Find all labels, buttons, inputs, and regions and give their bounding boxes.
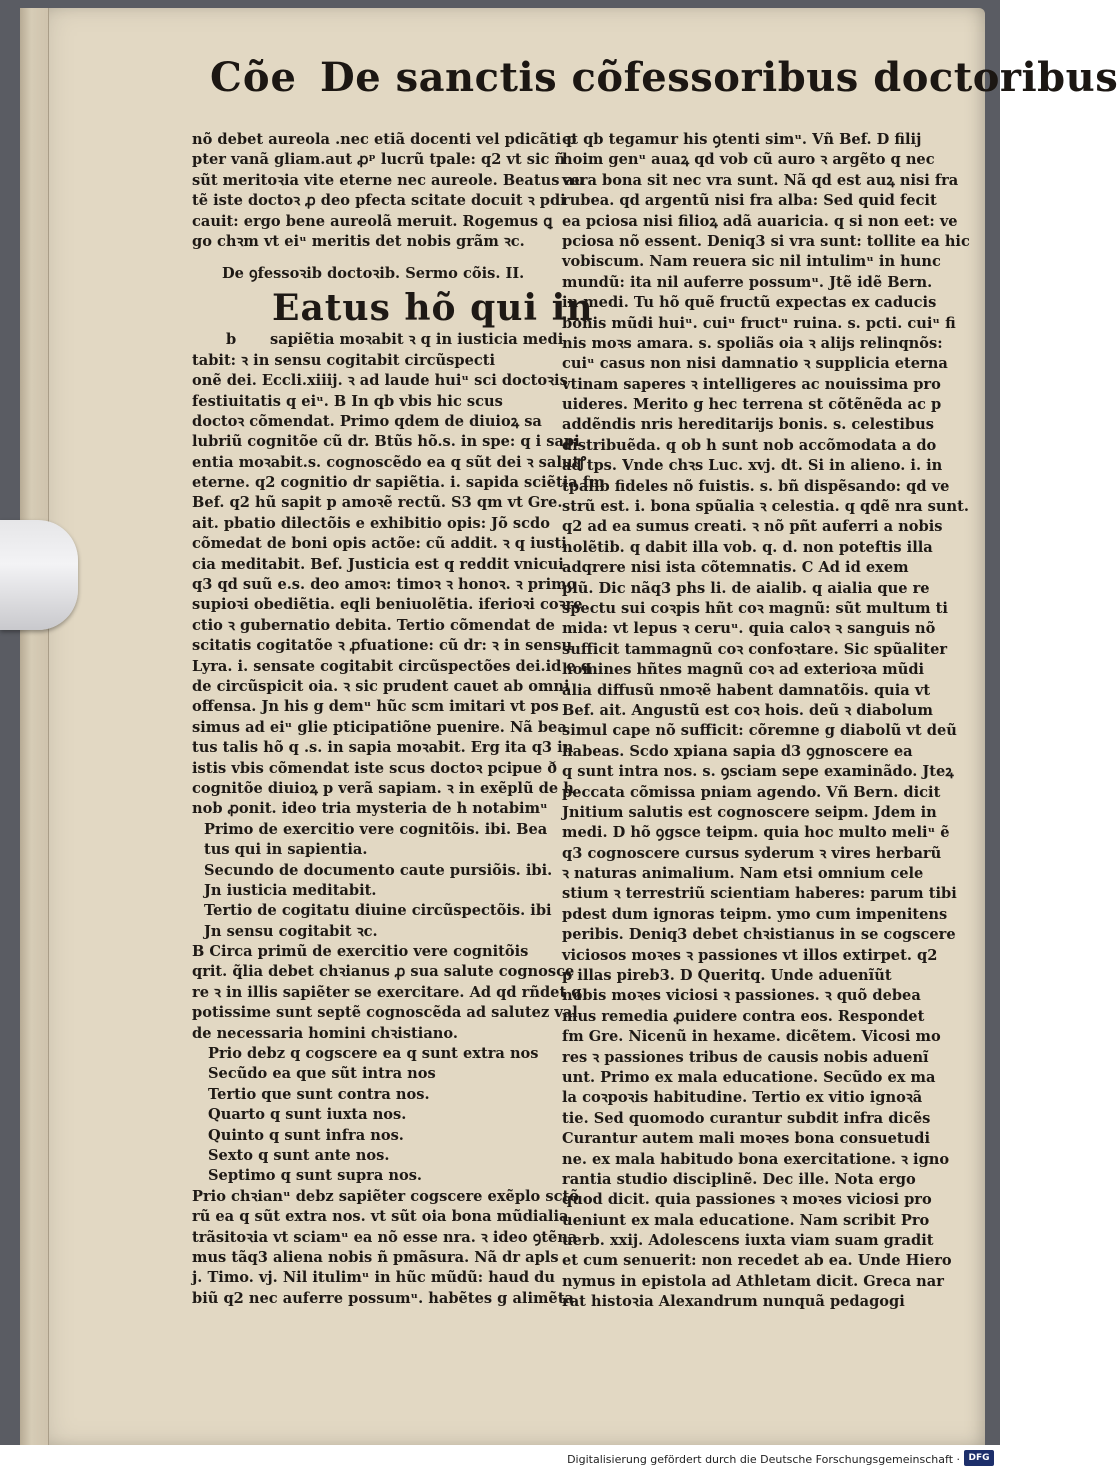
text-line: cauit: ergo bene aureolã meruit. Rogemus ꝗ [192,212,553,230]
text-line: Tertio que sunt contra nos. [208,1085,430,1103]
sermon-heading: De ꝯfessoꝛib doctoꝛib. Sermo cõis. II. [222,265,525,283]
text-line: pdest dum ignoras teipm. ymo cum impenitens [562,905,948,923]
text-line: Lyra. i. sensate cogitabit circũspectões dei.id e q [192,657,592,675]
text-line: biũ q2 nec auferre possumᵘ. habẽtes g alimẽta [192,1289,574,1307]
text-line: pciosa nõ essent. Deniq3 si vra sunt: tollite ea hic [562,232,970,250]
text-line: plũ. Dic nãq3 phs li. de aialib. q aialia que re [562,579,930,597]
text-line: supioꝛi obediẽtia. eqli beniuolẽtia. iferioꝛi coꝛre [192,596,583,614]
text-line: q3 cognoscere cursus syderum ꝛ vires herbarũ [562,844,942,862]
text-line: rubea. qd argentũ nisi fra alba: Sed quid fecit [562,192,937,210]
text-line: qrit. q̃lia debet chꝛianus ꝓ sua salute cognosce [192,963,575,981]
footer-bar [0,1445,1000,1473]
funding-credit: Digitalisierung gefördert durch die Deutsche Forschungsgemeinschaft · [567,1453,960,1466]
text-line: trãsitoꝛia vt sciamᵘ ea nõ esse nra. ꝛ ideo ꝯtẽna [192,1228,578,1246]
text-line: tie. Sed quomodo curantur subdit infra dicẽs [562,1109,931,1127]
text-line: Septimo q sunt supra nos. [208,1167,423,1185]
text-line: q2 ad ea sumus creati. ꝛ nõ pñt auferri a nobis [562,518,943,536]
text-line: fm Gre. Nicenũ in hexame. dicẽtem. Vicosi mo [562,1028,941,1046]
header-title: De sanctis cõfessoribus doctoribus [320,54,1118,101]
running-header [200,50,1118,108]
text-line: Jnitium salutis est cognoscere seipm. Jdem in [562,803,937,821]
text-line: rũ ea q sũt extra nos. vt sũt oia bona mũdialia [192,1208,569,1226]
text-line: istis vbis cõmendat iste scus doctoꝛ pcipue ð [192,759,558,777]
text-line: uideres. Merito g hec terrena st cõtẽnẽda ac p [562,396,942,414]
text-line: unt. Primo ex mala educatione. Secũdo ex ma [562,1068,936,1086]
text-line: mus tãq3 aliena nobis ñ pmãsura. Nã dr apls [192,1248,559,1266]
text-line: sũt meritoꝛia vite eterne nec aureole. Beatus au [192,171,585,189]
dfg-logo: DFG [964,1450,994,1466]
left-opening-block [192,130,585,252]
left-body-block [192,351,605,820]
page-stack-edge [20,8,49,1445]
text-line: vtinam saperes ꝛ intelligeres ac nouissima pro [562,375,941,393]
text-line: habeas. Scdo xpiana sapia d3 ꝯgnoscere ea [562,742,913,760]
text-line: hoim genᵘ auaꝝ qd vob cũ auro ꝛ argẽto q nec [562,151,935,169]
text-line: medi. D hõ ꝯgsce teipm. quia hoc multo meliᵘ ẽ [562,824,950,842]
text-line: Quarto q sunt iuxta nos. [208,1106,407,1124]
text-line: Prio debz q cogscere ea q sunt extra nos [208,1045,539,1063]
text-line: cõmedat de boni opis actõe: cũ addit. ꝛ q iusti [192,535,567,553]
text-line: tus qui in sapientia. [204,841,368,859]
text-line: rat histoꝛia Alexandrum nunquã pedagogi [562,1293,905,1311]
text-line: scitatis cogitatõe ꝛ ꝓfuatione: cũ dr: ꝛ in sensu [192,637,573,655]
text-line: q sunt intra nos. s. ꝯsciam sepe examinãdo. Jteꝝ [562,763,954,781]
text-line: in medi. Tu hõ quẽ fructũ expectas ex caducis [562,294,937,312]
drop-initial-row [192,286,594,330]
right-text-column [562,130,970,1313]
outline-block [192,820,553,942]
text-line: la coꝛpoꝛis habitudine. Tertio ex vitio ignoꝛã [562,1089,923,1107]
text-line: bonis mũdi huiᵘ. cuiᵘ fructᵘ ruina. s. pcti. cuiᵘ fi [562,314,956,332]
text-line: Secundo de documento caute pursiõis. ibi. [204,861,553,879]
text-line: ad tps. Vnde chꝛs Luc. xvj. dt. Si in alieno. i. in [562,457,943,475]
text-line: ctio ꝛ gubernatio debita. Tertio cõmendat de [192,616,555,634]
text-line: go chꝛm vt eiᵘ meritis det nobis grãm ꝛc. [192,232,525,250]
text-line: cognitõe diuioꝝ p verã sapiam. ꝛ in exẽplũ de h [192,779,574,797]
text-line: Tertio de cogitatu diuine circũspectõis. ibi [204,902,552,920]
text-line: distribuẽda. q ob h sunt nob accõmodata a do [562,436,937,454]
left-after-block [192,942,582,1044]
text-line: et cum senuerit: non recedet ab ea. Unde Hiero [562,1252,952,1270]
text-line: Jn sensu cogitabit ꝛc. [204,922,378,940]
text-line: ea pciosa nisi filioꝝ adã auaricia. q si non eet: ve [562,212,958,230]
text-line: eterne. q2 cognitio dr sapiẽtia. i. sapida sciẽtia fm [192,474,605,492]
drop-initial: Eatus hõ qui in [272,287,594,330]
text-line: nob ꝓonit. ideo tria mysteria de h notabimᵘ [192,800,548,818]
text-line: potissime sunt septẽ cognoscẽda ad salutez val [192,1004,578,1022]
text-line: spectu sui coꝛpis hñt coꝛ magnũ: sũt multum ti [562,599,948,617]
text-line: lubriũ cognitõe cũ dr. Btũs hõ.s. in spe: q i sapi [192,433,580,451]
text-line: rantia studio disciplinẽ. Dec ille. Nota ergo [562,1170,916,1188]
page-clip [0,520,78,630]
text-line: strũ est. i. bona spũalia ꝛ celestia. q qdẽ nra sunt. [562,498,969,516]
text-line: peccata cõmissa pniam agendo. Vñ Bern. dicit [562,783,941,801]
text-line: sapiẽtia moꝛabit ꝛ q in iusticia medi [270,331,564,349]
text-line: ait. pbatio dilectõis e exhibitio opis: Jõ scdo [192,514,550,532]
text-line: ꝛ naturas animalium. Nam etsi omnium cele [562,865,924,883]
text-line: vobiscum. Nam reuera sic nil intulimᵘ in hunc [562,253,941,271]
text-line: mundũ: ita nil auferre possumᵘ. Jtẽ idẽ Bern. [562,273,933,291]
text-line: Primo de exercitio vere cognitõis. ibi. Bea [204,820,548,838]
text-line: vera bona sit nec vra sunt. Nã qd est auꝝ nisi fra [562,171,959,189]
text-line: Curantur autem mali moꝛes bona consuetudi [562,1130,930,1148]
text-line: cuiᵘ casus non nisi damnatio ꝛ supplicia eterna [562,355,948,373]
text-line: Bef. ait. Angustũ est coꝛ hois. deũ ꝛ diabolum [562,701,933,719]
text-line: Quinto q sunt infra nos. [208,1126,404,1144]
text-line: alia diffusũ nmoꝛẽ habent damnatõis. quia vt [562,681,931,699]
text-line: addẽndis nris hereditarijs bonis. s. celestibus [562,416,934,434]
text-line: re ꝛ in illis sapiẽter se exercitare. Ad qd rñdet q [192,983,582,1001]
left-end-block [192,1187,579,1309]
left-text-column [192,130,605,1309]
text-line: p illas pireb3. D Queritq. Unde aduenĩũt [562,967,892,985]
text-line: nõ debet aureola .nec etiã docenti vel pdicãti p [192,131,577,148]
text-line: tpalib fideles nõ fuistis. s. bñ dispẽsando: qd ve [562,477,950,495]
text-line: q3 qd suũ e.s. deo amoꝛ: timoꝛ ꝛ honoꝛ. ꝛ primo [192,576,577,594]
text-line: viciosos moꝛes ꝛ passiones vt illos extirpet. q2 [562,946,938,964]
text-line: cia meditabit. Bef. Justicia est q reddit vnicui [192,555,564,573]
text-line: tus talis hõ q .s. in sapia moꝛabit. Erg ita q3 in [192,739,574,757]
text-line: peribis. Deniq3 debet chꝛistianus in se cogscere [562,926,956,944]
text-line: offensa. Jn his g demᵘ hũc scm imitari vt pos [192,698,559,716]
text-line: nis moꝛs amara. s. spoliãs oia ꝛ alijs relinqnõs: [562,334,943,352]
text-line: de circũspicit oia. ꝛ sic prudent cauet ab omni [192,677,570,695]
text-line: Sexto q sunt ante nos. [208,1146,390,1164]
text-line: sufficit tammagnũ coꝛ confoꝛtare. Sic spũaliter [562,640,948,658]
seven-list [192,1044,546,1187]
text-line: B Circa primũ de exercitio vere cognitõis [192,943,529,961]
text-line: res ꝛ passiones tribus de causis nobis aduenĩ [562,1048,929,1066]
text-line: festiuitatis q eiᵘ. B In qb vbis hic scus [192,392,503,410]
text-line: nolẽtib. q dabit illa vob. q. d. non poteftis illa [562,538,933,556]
text-line: simul cape nõ sufficit: cõremne g diabolũ vt deũ [562,722,957,740]
text-line: Jn iusticia meditabit. [204,881,377,899]
text-line: tẽ iste doctoꝛ ꝓ deo pfecta scitate docuit ꝛ pdi [192,192,566,210]
text-line: Bef. q2 hũ sapit p amoꝛẽ rectũ. S3 qm vt Gre. [192,494,563,512]
header-left-word: Cõe [210,54,297,101]
text-line: Prio chꝛianᵘ debz sapiẽter cogscere exẽplo sctõ [192,1187,579,1205]
text-line: simus ad eiᵘ glie pticipatiõne puenire. Nã bea [192,718,567,736]
text-line: adqrere nisi ista cõtemnatis. C Ad id exem [562,559,909,577]
text-line: quod dicit. quia passiones ꝛ moꝛes viciosi pro [562,1191,932,1209]
text-line: ueniunt ex mala educatione. Nam scribit Pro [562,1211,930,1229]
text-line: tabit: ꝛ in sensu cogitabit circũspecti [192,351,496,369]
text-line: nymus in epistola ad Athletam dicit. Greca nar [562,1272,944,1290]
text-line: homines hñtes magnũ coꝛ ad exterioꝛa mũdi [562,661,925,679]
text-line: onẽ dei. Eccli.xiiij. ꝛ ad laude huiᵘ sci doctoꝛis [192,372,568,390]
text-line: mida: vt lepus ꝛ ceruᵘ. quia caloꝛ ꝛ sanguis nõ [562,620,936,638]
text-line: doctoꝛ cõmendat. Primo qdem de diuioꝝ sa [192,412,542,430]
text-line: stium ꝛ terrestriũ scientiam haberes: parum tibi [562,885,957,903]
text-line: et qb tegamur his ꝯtenti simᵘ. Vñ Bef. D filij [562,131,922,148]
text-line: Secũdo ea que sũt intra nos [208,1065,436,1083]
text-line: de necessaria homini chꝛistiano. [192,1024,458,1042]
text-line: entia moꝛabit.s. cognoscẽdo ea q sũt dei ꝛ salutꝭ [192,453,587,471]
text-line: pter vanã gliam.aut ꝓᵖ lucrũ tpale: q2 vt sic ñ [192,151,566,169]
text-line: ne. ex mala habitudo bona exercitatione. ꝛ igno [562,1150,950,1168]
text-line: uerb. xxij. Adolescens iuxta viam suam gradit [562,1232,934,1250]
text-line: mus remedia ꝓuidere contra eos. Respondet [562,1007,925,1025]
text-line: j. Timo. vj. Nil itulimᵘ in hũc mũdũ: haud du [192,1269,555,1287]
text-line: nobis moꝛes viciosi ꝛ passiones. ꝛ quõ debea [562,987,921,1005]
right-body-block [562,130,970,1313]
marginal-letter: b [226,331,237,349]
